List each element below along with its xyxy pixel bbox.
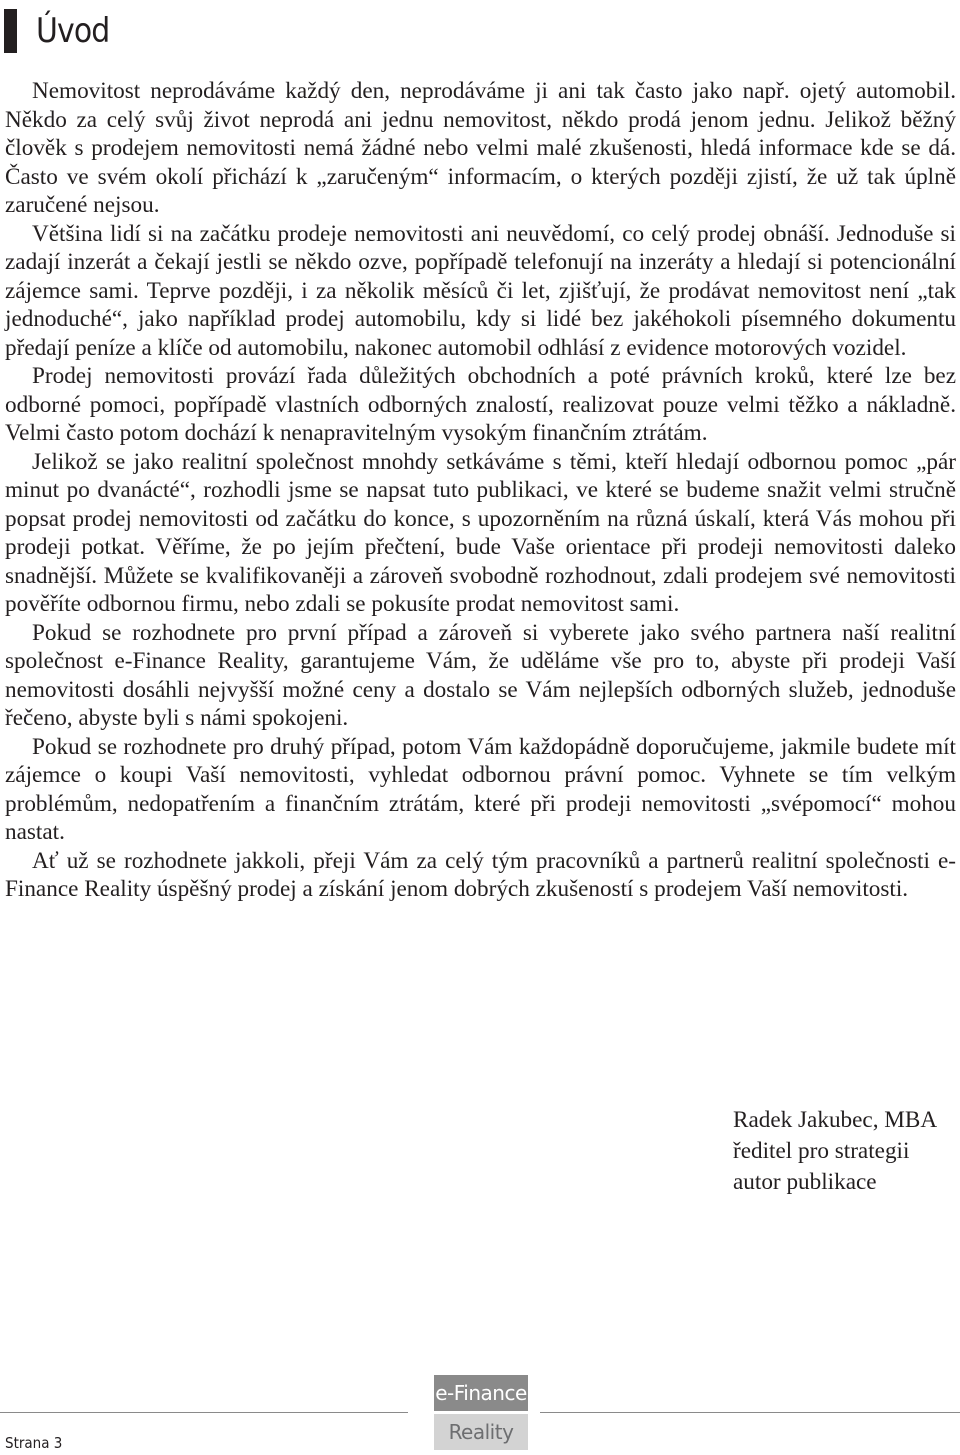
paragraph: Jelikož se jako realitní společnost mnohdy setkáváme s těmi, kteří hledají odbornou pomoc „pár minut po dvanácté“, rozhodli jsme se napsat tuto publikaci, ve které se budeme snažit velmi stručně popsat prodej nemovitosti od začátku do konce, s upozorněním na různá úskalí, která Vás mohou při prodeji potkat. Věříme, že po jejím přečtení, bude Vaše orientace při prodeji nemovitosti daleko snadnější. Můžete se kvalifikovaněji a zároveň svobodně rozhodnout, zdali prodejem své nemovitosti pověříte odbornou firmu, nebo zdali se pokusíte prodat nemovitost sami. xyxy=(5,448,956,617)
paragraph: Pokud se rozhodnete pro druhý případ, potom Vám každopádně doporučujeme, jakmile budete mít zájemce o koupi Vaší nemovitosti, vyhledat odbornou právní pomoc. Vyhnete se tím velkým problémům, nedopatřením a finančním ztrátám, které při prodeji nemovitosti „svépomocí“ mohou nastat. xyxy=(5,733,956,845)
paragraph: Prodej nemovitosti provází řada důležitých obchodních a poté právních kroků, které lze bez odborné pomoci, popřípadě vlastních odborných znalostí, realizovat pouze velmi těžko a nákladně. Velmi často potom dochází k nenapravitelným vysokým finančním ztrátám. xyxy=(5,363,956,446)
body-text xyxy=(5,77,956,904)
signature-block xyxy=(733,1105,937,1198)
paragraph: Ať už se rozhodnete jakkoli, přeji Vám za celý tým pracovníků a partnerů realitní společnosti e-Finance Reality úspěšný prodej a získání jenom dobrých zkušeností s prodejem Vaší nemovitosti. xyxy=(5,847,956,902)
company-logo xyxy=(434,1375,528,1450)
logo-bottom-text: Reality xyxy=(434,1414,528,1450)
paragraph: Nemovitost neprodáváme každý den, neprodáváme ji ani tak často jako např. ojetý automobil. Někdo za celý svůj život neprodá ani jednu nemovitost, někdo prodá jenom jednu. Jelikož běžný člověk s prodejem nemovitosti nemá žádné nebo velmi malé zkušenosti, hledá informace kde se dá. Často ve svém okolí přichází k „zaručeným“ informacím, o kterých později zjistí, že už tak úplně zaručené nejsou. xyxy=(5,78,956,218)
author-role: ředitel pro strategii xyxy=(733,1138,910,1164)
footer-divider-right xyxy=(540,1412,960,1413)
page-heading xyxy=(4,8,119,54)
logo-top-text: e-Finance xyxy=(434,1375,528,1411)
paragraph: Většina lidí si na začátku prodeje nemovitosti ani neuvědomí, co celý prodej obnáší. Jednoduše si zadají inzerát a čekají jestli se někdo ozve, popřípadě telefonují na inzeráty a hledají si potencionální zájemce sami. Teprve později, i za několik měsíců či let, zjišťují, že prodávat nemovitost není „tak jednoduché“, jako například prodej automobilu, kdy si lidé bez jakéhokoli písemného dokumentu předají peníze a klíče od automobilu, nakonec automobil odhlásí z evidence motorových vozidel. xyxy=(5,220,956,361)
author-note: autor publikace xyxy=(733,1169,877,1195)
footer-divider-left xyxy=(0,1412,408,1413)
page-number: Strana 3 xyxy=(5,1434,63,1452)
paragraph: Pokud se rozhodnete pro první případ a zároveň si vyberete jako svého partnera naší realitní společnost e-Finance Reality, garantujeme Vám, že uděláme vše pro to, abyste při prodeji Vaší nemovitosti dosáhli nejvyšší možné ceny a dostalo se Vám nejlepších odborných služeb, jednoduše řečeno, abyste byli s námi spokojeni. xyxy=(5,619,956,731)
author-name: Radek Jakubec, MBA xyxy=(733,1107,938,1133)
heading-bar xyxy=(4,9,17,53)
page-title: Úvod xyxy=(36,11,110,51)
